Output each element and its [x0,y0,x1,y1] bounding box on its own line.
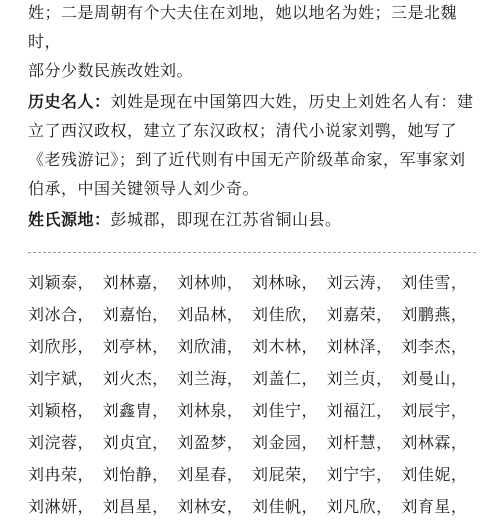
name-item: 刘鑫胄， [102,401,169,420]
name-item: 刘佳欣， [251,305,318,324]
name-item: 刘品林， [177,305,244,324]
name-item: 刘曼山， [401,369,468,388]
name-item: 刘嘉怡， [102,305,169,324]
name-item: 刘颖格， [28,401,95,420]
name-item: 刘金园， [251,433,318,452]
name-item: 刘云涛， [326,273,393,292]
name-item: 刘李杰， [401,337,468,356]
name-item: 刘林嘉， [102,273,169,292]
name-item: 刘星春， [177,465,244,484]
intro-line-2: 部分少数民族改姓刘。 [28,61,194,80]
name-item: 刘淋妍， [28,497,95,516]
dashed-divider [28,252,476,253]
name-item: 刘佳宁， [251,401,318,420]
famous-people-body: 刘姓是现在中国第四大姓，历史上刘姓名人有：建立了西汉政权，建立了东汉政权；清代小说家刘鹗，她写了《老残游记》；到了近代则有中国无产阶级革命家，军事家刘伯承，中国关键领导人刘少奇。 [28,92,474,198]
name-item: 刘盖仁， [251,369,318,388]
name-item: 刘木林， [251,337,318,356]
origin-body: 彭城郡，即现在江苏省铜山县。 [110,210,342,229]
name-item: 刘昌星， [102,497,169,516]
name-item: 刘兰贞， [326,369,393,388]
name-item: 刘林泽， [326,337,393,356]
name-item: 刘火杰， [102,369,169,388]
name-item: 刘颖泰， [28,273,95,292]
name-item: 刘佳妮， [401,465,468,484]
name-item: 刘欣彤， [28,337,95,356]
name-item: 刘贞宜， [102,433,169,452]
intro-line-1: 姓；二是周朝有个大夫住在刘地，她以地名为姓；三是北魏时， [28,3,458,51]
name-list [28,267,476,523]
name-item: 刘欣浦， [177,337,244,356]
name-item: 刘宁宇， [326,465,393,484]
name-item: 刘林安， [177,497,244,516]
name-item: 刘凡欣， [326,497,393,516]
name-item: 刘屁荣， [251,465,318,484]
name-item: 刘林帅， [177,273,244,292]
name-item: 刘宇斌， [28,369,95,388]
name-item: 刘冰合， [28,305,95,324]
name-item: 刘浣蓉， [28,433,95,452]
famous-people-heading: 历史名人： [28,92,111,111]
name-item: 刘盈梦， [177,433,244,452]
name-item: 刘亭林， [102,337,169,356]
name-item: 刘佳帆， [251,497,318,516]
name-item: 刘兰海， [177,369,244,388]
name-item: 刘鹏燕， [401,305,468,324]
intro-paragraph [28,0,476,85]
name-item: 刘嘉荣， [326,305,393,324]
name-item: 刘佳雪， [401,273,468,292]
name-item: 刘林泉， [177,401,244,420]
origin-heading: 姓氏源地： [28,210,111,229]
name-item: 刘林咏， [251,273,318,292]
origin-paragraph [28,205,476,234]
name-item: 刘林霖， [401,433,468,452]
name-item: 刘怡静， [102,465,169,484]
name-item: 刘育星， [401,497,468,516]
name-item: 刘福江， [326,401,393,420]
name-item: 刘杆慧， [326,433,393,452]
name-item: 刘冉荣， [28,465,95,484]
famous-people-paragraph [28,87,476,203]
name-item: 刘辰宇， [401,401,468,420]
